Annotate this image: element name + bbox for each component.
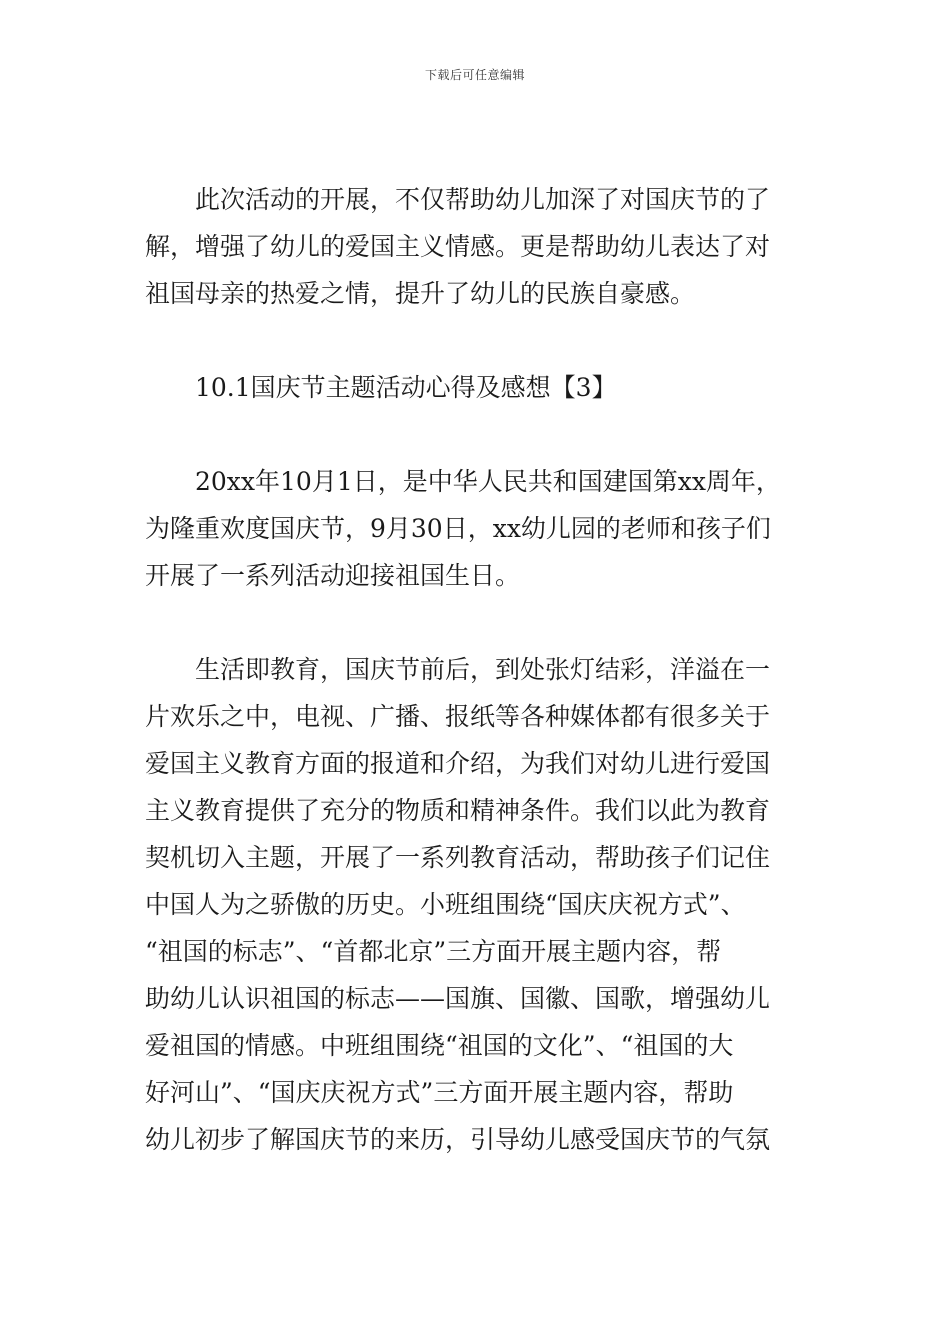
text-line: 幼儿初步了解国庆节的来历，引导幼儿感受国庆节的气氛 <box>145 1125 771 1154</box>
paragraph-education <box>145 646 810 1163</box>
text-line: 20xx年10月1日，是中华人民共和国建国第xx周年， <box>195 467 781 496</box>
text-line: 助幼儿认识祖国的标志——国旗、国徽、国歌，增强幼儿 <box>145 984 771 1013</box>
paragraph-activity-summary <box>145 176 810 317</box>
page-header: 下载后可任意编辑 <box>424 68 525 82</box>
text-line: “祖国的标志”、“首都北京”三方面开展主题内容，帮 <box>145 937 722 966</box>
text-line: 开展了一系列活动迎接祖国生日。 <box>145 561 521 590</box>
text-line: 为隆重欢度国庆节，9月30日，xx幼儿园的老师和孩子们 <box>145 514 771 543</box>
text-line: 中国人为之骄傲的历史。小班组围绕“国庆庆祝方式”、 <box>145 890 746 919</box>
section-heading <box>145 364 810 411</box>
text-line: 好河山”、“国庆庆祝方式”三方面开展主题内容，帮助 <box>145 1078 734 1107</box>
text-line: 片欢乐之中，电视、广播、报纸等各种媒体都有很多关于 <box>145 702 771 731</box>
text-line: 爱祖国的情感。中班组围绕“祖国的文化”、“祖国的大 <box>145 1031 734 1060</box>
paragraph-intro <box>145 458 810 599</box>
text-line: 解，增强了幼儿的爱国主义情感。更是帮助幼儿表达了对 <box>145 232 771 261</box>
text-line: 爱国主义教育方面的报道和介绍，为我们对幼儿进行爱国 <box>145 749 771 778</box>
text-line: 生活即教育，国庆节前后，到处张灯结彩，洋溢在一 <box>195 655 771 684</box>
text-line: 祖国母亲的热爱之情，提升了幼儿的民族自豪感。 <box>145 279 696 308</box>
text-line: 此次活动的开展，不仅帮助幼儿加深了对国庆节的了 <box>195 185 771 214</box>
document-body <box>145 176 810 1163</box>
text-line: 契机切入主题，开展了一系列教育活动，帮助孩子们记住 <box>145 843 771 872</box>
heading-text: 10.1国庆节主题活动心得及感想【3】 <box>195 373 617 402</box>
text-line: 主义教育提供了充分的物质和精神条件。我们以此为教育 <box>145 796 771 825</box>
